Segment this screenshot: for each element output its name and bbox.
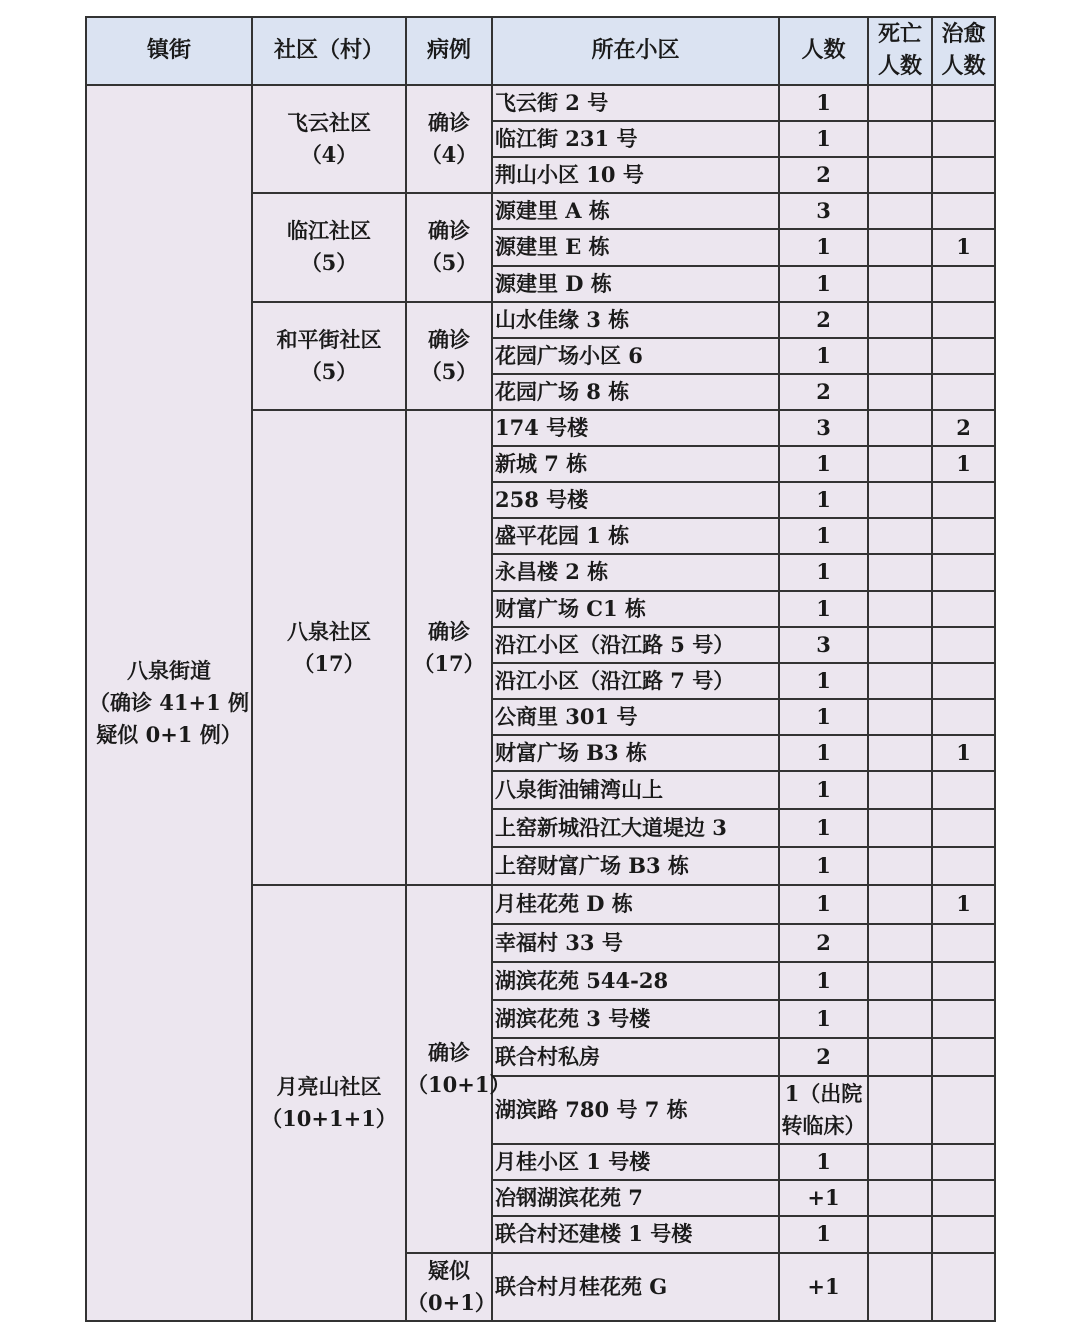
case-type-cell [406,302,492,410]
location-cell: 冶钢湖滨花苑 7 [492,1180,779,1216]
case-type-total: （4） [420,142,478,168]
case-table [85,16,996,1322]
cured-cell [932,771,995,809]
case-type-total: （10+1） [407,1071,511,1097]
cured-cell [932,193,995,229]
count-cell: 1 [779,735,868,771]
community-cell [252,885,406,1321]
case-type-cell [406,85,492,193]
death-cell [868,193,932,229]
count-cell [779,1076,868,1144]
count-line-2: 转临床） [781,1113,866,1139]
location-cell: 永昌楼 2 栋 [492,554,779,590]
location-cell: 174 号楼 [492,410,779,446]
location-cell: 月桂花苑 D 栋 [492,885,779,923]
count-cell: 2 [779,1038,868,1076]
location-cell: 湖滨花苑 544-28 [492,962,779,1000]
location-cell: 幸福村 33 号 [492,924,779,962]
location-cell: 湖滨花苑 3 号楼 [492,1000,779,1038]
death-cell [868,924,932,962]
death-cell [868,302,932,338]
case-type-cell [406,193,492,301]
community-name: 和平街社区 [276,326,382,352]
cured-cell: 1 [932,446,995,482]
location-cell: 花园广场 8 栋 [492,374,779,410]
cured-cell [932,302,995,338]
count-cell: 1 [779,85,868,121]
case-type-label: 确诊 [428,1039,470,1065]
cured-cell [932,482,995,518]
count-cell: 1 [779,446,868,482]
cured-cell [932,1144,995,1180]
count-cell: 3 [779,627,868,663]
death-cell [868,1253,932,1322]
death-cell [868,1144,932,1180]
death-cell [868,410,932,446]
count-cell: 1 [779,591,868,627]
case-type-cell [406,410,492,885]
community-total: （10+1+1） [261,1106,397,1132]
death-cell [868,121,932,157]
death-cell [868,699,932,735]
death-cell [868,771,932,809]
town-cell [86,85,252,1321]
location-cell: 上窑新城沿江大道堤边 3 [492,809,779,847]
header-location: 所在小区 [492,17,779,85]
count-cell: 1 [779,266,868,302]
location-cell: 临江街 231 号 [492,121,779,157]
header-cured-line1: 治愈 [941,22,986,47]
location-cell: 荆山小区 10 号 [492,157,779,193]
count-cell: 1 [779,847,868,885]
location-cell: 新城 7 栋 [492,446,779,482]
location-cell: 八泉街油铺湾山上 [492,771,779,809]
location-cell: 258 号楼 [492,482,779,518]
town-line-3: 疑似 0+1 例） [96,722,242,747]
death-cell [868,518,932,554]
count-cell: 1 [779,885,868,923]
death-cell [868,1000,932,1038]
location-cell: 源建里 D 栋 [492,266,779,302]
community-cell [252,193,406,301]
count-cell: 1 [779,771,868,809]
location-cell: 山水佳缘 3 栋 [492,302,779,338]
location-cell: 沿江小区（沿江路 7 号） [492,663,779,699]
death-cell [868,1216,932,1252]
count-line-1: 1（出院 [784,1081,863,1107]
count-cell: 1 [779,1144,868,1180]
header-death-line2: 人数 [877,54,922,79]
count-cell: 2 [779,157,868,193]
header-community: 社区（村） [252,17,406,85]
table-body [86,85,995,1321]
cured-cell [932,809,995,847]
community-cell [252,302,406,410]
header-death [868,17,932,85]
case-type-label: 确诊 [428,110,470,136]
count-cell: +1 [779,1180,868,1216]
community-name: 月亮山社区 [276,1074,382,1100]
community-total: （4） [300,142,358,168]
community-cell [252,85,406,193]
case-type-label: 疑似 [428,1257,470,1283]
count-cell: 2 [779,924,868,962]
count-cell: 1 [779,121,868,157]
cured-cell [932,85,995,121]
cured-cell [932,591,995,627]
death-cell [868,229,932,265]
case-type-total: （5） [420,250,478,276]
count-cell: 1 [779,663,868,699]
community-total: （17） [293,650,365,676]
cured-cell [932,1180,995,1216]
community-total: （5） [300,250,358,276]
header-cured-line2: 人数 [941,54,986,79]
cured-cell [932,1076,995,1144]
cured-cell [932,924,995,962]
cured-cell [932,962,995,1000]
location-cell: 源建里 E 栋 [492,229,779,265]
cured-cell: 1 [932,229,995,265]
header-count: 人数 [779,17,868,85]
death-cell [868,1076,932,1144]
cured-cell [932,1038,995,1076]
location-cell: 月桂小区 1 号楼 [492,1144,779,1180]
case-type-label: 确诊 [428,218,470,244]
case-type-total: （0+1） [407,1289,496,1315]
cured-cell: 2 [932,410,995,446]
cured-cell: 1 [932,735,995,771]
cured-cell [932,266,995,302]
community-name: 临江社区 [287,218,371,244]
cured-cell [932,554,995,590]
count-cell: 1 [779,229,868,265]
death-cell [868,554,932,590]
count-cell: 1 [779,554,868,590]
location-cell: 上窑财富广场 B3 栋 [492,847,779,885]
count-cell: 3 [779,410,868,446]
cured-cell [932,374,995,410]
case-type-total: （17） [413,650,485,676]
death-cell [868,266,932,302]
case-type-label: 确诊 [428,326,470,352]
death-cell [868,627,932,663]
death-cell [868,446,932,482]
table-row [86,85,995,121]
community-total: （5） [300,358,358,384]
community-name: 八泉社区 [287,618,371,644]
case-type-label: 确诊 [428,618,470,644]
case-table-container [85,16,996,1322]
location-cell: 盛平花园 1 栋 [492,518,779,554]
death-cell [868,735,932,771]
cured-cell: 1 [932,885,995,923]
death-cell [868,962,932,1000]
community-cell [252,410,406,885]
header-case-type: 病例 [406,17,492,85]
count-cell: 3 [779,193,868,229]
case-type-cell [406,1253,496,1322]
community-name: 飞云社区 [287,110,371,136]
location-cell: 源建里 A 栋 [492,193,779,229]
location-cell: 沿江小区（沿江路 5 号） [492,627,779,663]
death-cell [868,1180,932,1216]
count-cell: +1 [779,1253,868,1322]
header-death-line1: 死亡 [877,22,922,47]
cured-cell [932,847,995,885]
cured-cell [932,1216,995,1252]
location-cell: 联合村月桂花苑 G [492,1253,779,1322]
location-cell: 联合村私房 [492,1038,779,1076]
death-cell [868,885,932,923]
death-cell [868,663,932,699]
count-cell: 2 [779,302,868,338]
count-cell: 1 [779,1000,868,1038]
death-cell [868,157,932,193]
count-cell: 1 [779,518,868,554]
town-line-1: 八泉街道 [127,658,211,683]
location-cell: 湖滨路 780 号 7 栋 [492,1076,779,1144]
cured-cell [932,663,995,699]
count-cell: 1 [779,1216,868,1252]
cured-cell [932,699,995,735]
location-cell: 飞云街 2 号 [492,85,779,121]
count-cell: 1 [779,482,868,518]
death-cell [868,591,932,627]
death-cell [868,847,932,885]
death-cell [868,374,932,410]
table-header [86,17,995,85]
case-type-cell [406,885,511,1252]
death-cell [868,482,932,518]
cured-cell [932,627,995,663]
death-cell [868,809,932,847]
cured-cell [932,1253,995,1322]
count-cell: 2 [779,374,868,410]
location-cell: 财富广场 B3 栋 [492,735,779,771]
cured-cell [932,518,995,554]
cured-cell [932,157,995,193]
death-cell [868,338,932,374]
count-cell: 1 [779,962,868,1000]
case-type-total: （5） [420,358,478,384]
location-cell: 财富广场 C1 栋 [492,591,779,627]
location-cell: 公商里 301 号 [492,699,779,735]
town-line-2: （确诊 41+1 例 [88,690,250,715]
location-cell: 联合村还建楼 1 号楼 [492,1216,779,1252]
death-cell [868,1038,932,1076]
header-town: 镇街 [86,17,252,85]
cured-cell [932,1000,995,1038]
death-cell [868,85,932,121]
cured-cell [932,121,995,157]
count-cell: 1 [779,699,868,735]
count-cell: 1 [779,809,868,847]
count-cell: 1 [779,338,868,374]
header-cured [932,17,995,85]
cured-cell [932,338,995,374]
location-cell: 花园广场小区 6 [492,338,779,374]
